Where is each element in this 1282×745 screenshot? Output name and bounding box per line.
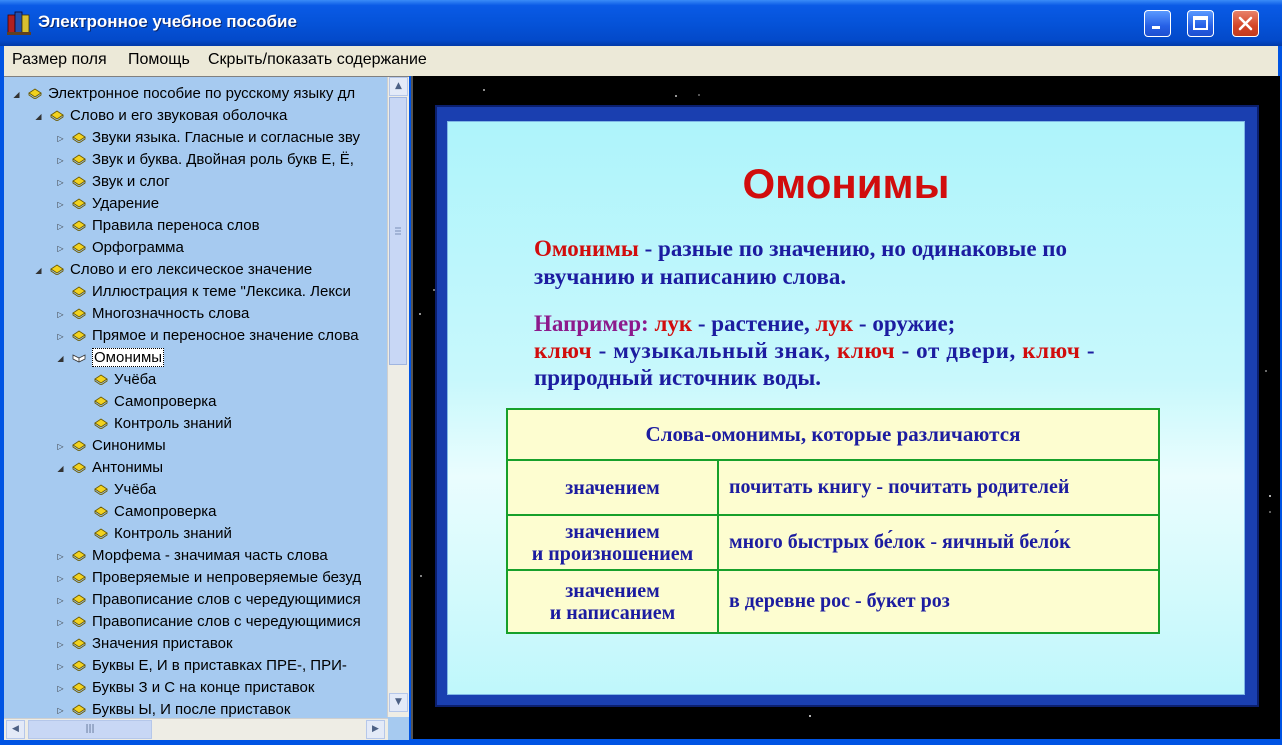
expand-arrow-icon[interactable]: ▷ <box>57 442 64 451</box>
star <box>1265 370 1267 372</box>
books-app-icon <box>7 9 31 35</box>
table-value-cell: почитать книгу - почитать родителей <box>729 476 1070 498</box>
open-book-icon <box>72 351 86 363</box>
table-value-cell: много быстрых бе́лок - яичный бело́к <box>729 531 1071 553</box>
example-word: ключ <box>830 338 896 363</box>
star <box>675 95 677 97</box>
example-word: ключ <box>1015 338 1081 363</box>
example-text: - от двери, <box>895 338 1016 363</box>
expand-arrow-icon[interactable]: ▷ <box>57 156 64 165</box>
menu-help[interactable]: Помощь <box>128 51 190 68</box>
book-icon <box>72 681 86 693</box>
definition-line-2: звучанию и написанию слова. <box>534 264 847 289</box>
tree-item-label: Ударение <box>92 195 160 212</box>
star <box>698 94 700 96</box>
star <box>483 89 485 91</box>
tree-item-label: Самопроверка <box>114 393 217 410</box>
example-label: Например: <box>534 311 649 336</box>
definition-term: Омонимы <box>534 236 639 261</box>
star <box>420 575 422 577</box>
homonyms-table <box>506 408 1160 634</box>
example-text: - оружие; <box>853 311 956 336</box>
tree-item-label: Слово и его лексическое значение <box>70 261 313 278</box>
tree-item-label: Электронное пособие по русскому языку дл <box>48 85 356 102</box>
tree-item-label: Звуки языка. Гласные и согласные зву <box>92 129 360 146</box>
expand-arrow-icon[interactable]: ▷ <box>57 244 64 253</box>
book-icon <box>72 329 86 341</box>
collapse-arrow-icon[interactable]: ◢ <box>35 112 42 121</box>
book-icon <box>72 241 86 253</box>
expand-arrow-icon[interactable]: ▷ <box>57 706 64 715</box>
definition-text: - разные по значению, но одинаковые по <box>638 236 1068 261</box>
book-icon <box>72 571 86 583</box>
expand-arrow-icon[interactable]: ▷ <box>57 332 64 341</box>
expand-arrow-icon[interactable]: ▷ <box>57 552 64 561</box>
tree-vertical-scrollbar[interactable] <box>387 77 409 717</box>
minimize-icon <box>1145 11 1170 36</box>
contents-tree[interactable] <box>4 76 409 740</box>
star <box>419 313 421 315</box>
expand-arrow-icon[interactable]: ▷ <box>57 684 64 693</box>
table-header: Слова-омонимы, которые различаются <box>508 410 1158 461</box>
tree-item-label: Антонимы <box>92 459 164 476</box>
tree-item-label: Прямое и переносное значение слова <box>92 327 359 344</box>
expand-arrow-icon[interactable]: ▷ <box>57 222 64 231</box>
minimize-button[interactable] <box>1144 10 1171 37</box>
book-icon <box>94 483 108 495</box>
tree-item-label: Правила переноса слов <box>92 217 260 234</box>
tree-item-label: Слово и его звуковая оболочка <box>70 107 288 124</box>
tree-item-label: Учёба <box>114 371 157 388</box>
slide-title: Омонимы <box>742 160 950 207</box>
book-icon <box>94 395 108 407</box>
tree-item-label: Омонимы <box>94 349 163 366</box>
example-word: лук <box>809 311 854 336</box>
scroll-down-button[interactable]: ▼ <box>389 693 408 712</box>
table-key-cell: значением <box>508 461 719 514</box>
book-icon <box>50 263 64 275</box>
expand-arrow-icon[interactable]: ▷ <box>57 134 64 143</box>
book-icon <box>72 659 86 671</box>
book-icon <box>72 285 86 297</box>
tree-item-label: Контроль знаний <box>114 415 232 432</box>
content-pane <box>411 76 1280 739</box>
example-line-3: природный источник воды. <box>534 365 822 390</box>
collapse-arrow-icon[interactable]: ◢ <box>35 266 42 275</box>
table-row <box>508 571 1158 632</box>
tree-item-label: Синонимы <box>92 437 166 454</box>
example-text: - музыкальный знак, <box>592 338 831 363</box>
book-icon <box>72 175 86 187</box>
tree-item-label: Буквы Ы, И после приставок <box>92 701 291 718</box>
tree-item-label: Многозначность слова <box>92 305 250 322</box>
tree-item-label: Буквы Е, И в приставках ПРЕ-, ПРИ- <box>92 657 347 674</box>
tree-item-label: Орфограмма <box>92 239 184 256</box>
expand-arrow-icon[interactable]: ▷ <box>57 662 64 671</box>
scroll-left-button[interactable]: ◀ <box>6 720 25 739</box>
window-title: Электронное учебное пособие <box>38 12 297 31</box>
book-icon <box>94 527 108 539</box>
menu-field-size[interactable]: Размер поля <box>12 51 107 68</box>
tree-item-label: Самопроверка <box>114 503 217 520</box>
definition-line-1 <box>534 235 1067 263</box>
example-word: лук <box>648 311 693 336</box>
tree-horizontal-scrollbar[interactable] <box>4 718 388 740</box>
star <box>1269 511 1271 513</box>
tree-item-label: Морфема - значимая часть слова <box>92 547 328 564</box>
table-value-cell: в деревне рос - букет роз <box>729 590 950 612</box>
tree-item-label: Проверяемые и непроверяемые безуд <box>92 569 362 586</box>
expand-arrow-icon[interactable]: ▷ <box>57 596 64 605</box>
book-icon <box>28 87 42 99</box>
collapse-arrow-icon[interactable]: ◢ <box>57 464 64 473</box>
tree-item-label: Правописание слов с чередующимися <box>92 613 361 630</box>
hscroll-thumb[interactable]: ||| <box>28 720 152 739</box>
title-bar[interactable] <box>0 0 1282 46</box>
tree-item-label: Правописание слов с чередующимися <box>92 591 361 608</box>
example-text: - растение, <box>692 311 810 336</box>
book-icon <box>72 593 86 605</box>
tree-item-label: Звук и слог <box>92 173 170 190</box>
tree-item-label: Контроль знаний <box>114 525 232 542</box>
grip-icon <box>390 98 406 364</box>
maximize-icon <box>1188 11 1213 36</box>
example-word: ключ <box>534 338 593 363</box>
close-icon <box>1233 11 1258 36</box>
table-key-cell: значением и произношением <box>508 516 719 569</box>
expand-arrow-icon[interactable]: ▷ <box>57 618 64 627</box>
book-icon <box>72 219 86 231</box>
scroll-thumb[interactable] <box>389 97 407 365</box>
book-icon <box>94 505 108 517</box>
example-text: - <box>1080 338 1096 363</box>
book-icon <box>94 417 108 429</box>
slide <box>447 121 1245 695</box>
example-line-1 <box>534 310 955 338</box>
expand-arrow-icon[interactable]: ▷ <box>57 574 64 583</box>
expand-arrow-icon[interactable]: ▷ <box>57 640 64 649</box>
menu-toggle-contents[interactable]: Скрыть/показать содержание <box>208 51 427 68</box>
star <box>1269 495 1271 497</box>
expand-arrow-icon[interactable]: ▷ <box>57 310 64 319</box>
example-line-2 <box>534 337 1095 365</box>
book-icon <box>72 703 86 715</box>
table-key-cell: значением и написанием <box>508 571 719 632</box>
book-icon <box>72 615 86 627</box>
menu-bar <box>4 46 1278 76</box>
book-icon <box>72 307 86 319</box>
table-row <box>508 516 1158 571</box>
close-button[interactable] <box>1232 10 1259 37</box>
scroll-up-button[interactable]: ▲ <box>389 77 408 96</box>
table-row <box>508 461 1158 516</box>
collapse-arrow-icon[interactable]: ◢ <box>57 354 64 363</box>
tree-item-label: Учёба <box>114 481 157 498</box>
tree-item-label: Значения приставок <box>92 635 233 652</box>
book-icon <box>72 197 86 209</box>
book-icon <box>72 131 86 143</box>
tree-item-label: Иллюстрация к теме "Лексика. Лекси <box>92 283 351 300</box>
star <box>809 715 811 717</box>
book-icon <box>72 153 86 165</box>
book-icon <box>94 373 108 385</box>
book-icon <box>72 439 86 451</box>
expand-arrow-icon[interactable]: ▷ <box>57 200 64 209</box>
maximize-button[interactable] <box>1187 10 1214 37</box>
book-icon <box>72 549 86 561</box>
book-icon <box>50 109 64 121</box>
collapse-arrow-icon[interactable]: ◢ <box>13 90 20 99</box>
tree-item-label: Звук и буква. Двойная роль букв Е, Ё, <box>92 151 354 168</box>
slide-frame <box>435 105 1259 707</box>
book-icon <box>72 637 86 649</box>
expand-arrow-icon[interactable]: ▷ <box>57 178 64 187</box>
book-icon <box>72 461 86 473</box>
tree-item-label: Буквы З и С на конце приставок <box>92 679 315 696</box>
scroll-right-button[interactable]: ▶ <box>366 720 385 739</box>
